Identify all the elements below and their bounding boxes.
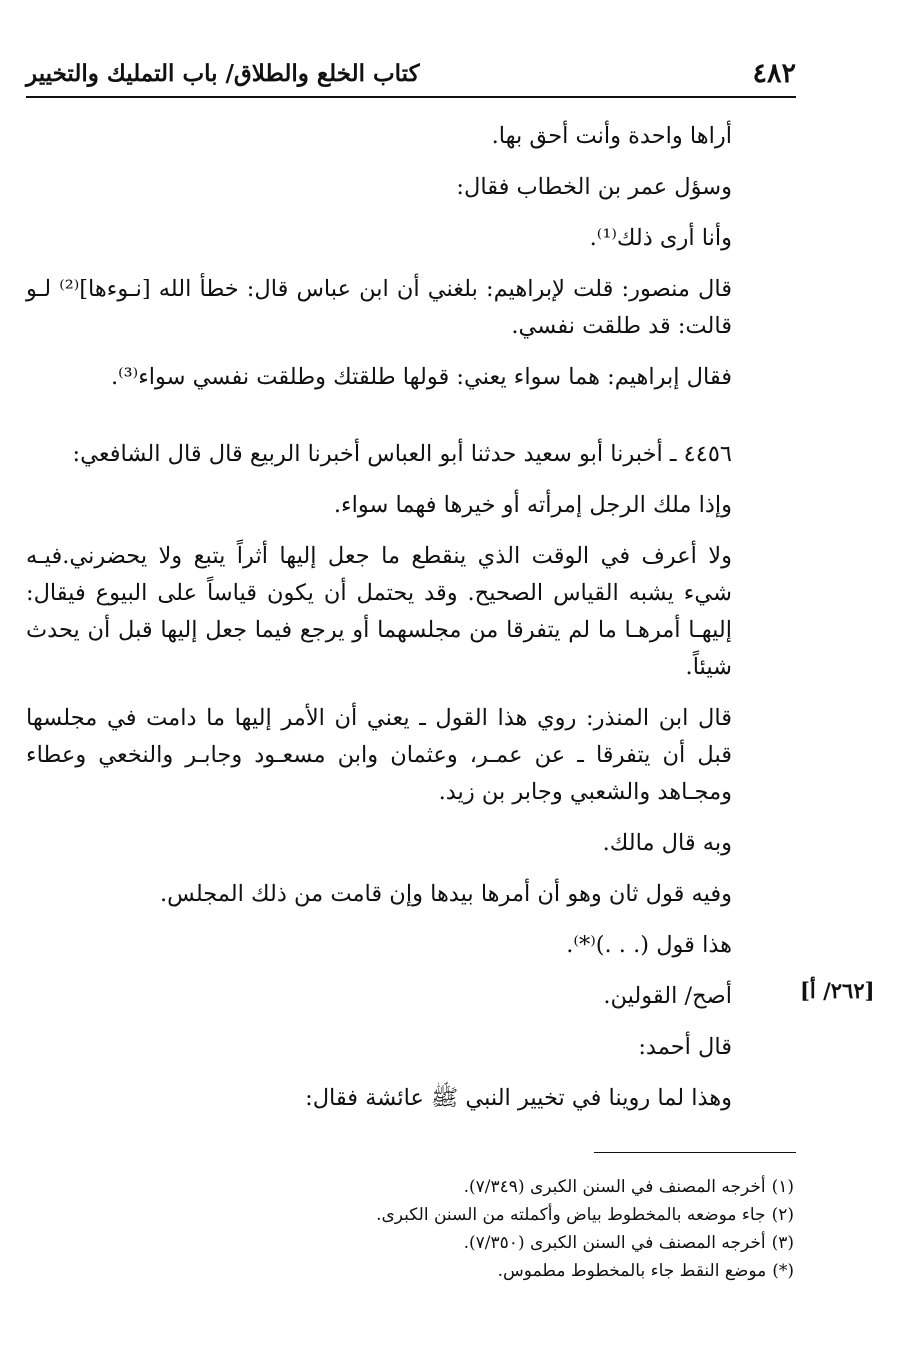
- footnote-marker: (١): [771, 1177, 794, 1197]
- footnote: [26, 1174, 796, 1200]
- page-number: ٤٨٢: [752, 58, 796, 89]
- paragraph: قال ابن المنذر: روي هذا القول ـ يعني أن الأمر إليها ما دامت في مجلسها قبل أن يتفرقا ـ عن عمـر، وعثمان وابن مسعـود وجابـر والنخعي وعطاء ومجـاهد والشعبي وجابر بن زيد.: [26, 705, 732, 805]
- main-text: [26, 118, 796, 1131]
- footnote: [26, 1258, 796, 1284]
- footnote: [26, 1202, 796, 1228]
- paragraph: قال أحمد:: [638, 1034, 732, 1060]
- paragraph: هذا قول (. . .)⁽*⁾.: [566, 932, 732, 958]
- paragraph: وإذا ملك الرجل إمرأته أو خيرها فهما سواء.: [333, 492, 732, 518]
- paragraph: وبه قال مالك.: [602, 830, 732, 856]
- footnote-marker: (٣): [771, 1233, 794, 1253]
- paragraph: وأنا أرى ذلك⁽¹⁾.: [589, 225, 732, 251]
- paragraph: وسؤل عمر بن الخطاب فقال:: [456, 174, 732, 200]
- running-title: كتاب الخلع والطلاق/ باب التمليك والتخيير: [26, 60, 420, 87]
- footnote-text: أخرجه المصنف في السنن الكبرى (٧/٣٤٩).: [463, 1177, 766, 1197]
- footnote-text: أخرجه المصنف في السنن الكبرى (٧/٣٥٠).: [463, 1233, 766, 1253]
- footnote-marker: (٢): [771, 1205, 794, 1225]
- footnote-text: موضع النقط جاء بالمخطوط مطموس.: [497, 1261, 767, 1281]
- paragraph: قال منصور: قلت لإبراهيم: بلغني أن ابن عباس قال: خطأ الله [نـوءها]⁽²⁾ لـو قالت: قد طلقت نفسي.: [26, 276, 732, 339]
- footnotes: [26, 1174, 796, 1286]
- paragraph: أصح/ القولين.: [603, 983, 732, 1009]
- page-header: [26, 56, 796, 98]
- footnote: [26, 1230, 796, 1256]
- paragraph: ولا أعرف في الوقت الذي ينقطع ما جعل إليها أثراً يتبع ولا يحضرني.فيـه شيء يشبه القياس الصحيح. وقد يحتمل أن يكون قياساً على البيوع فيقال: إليهـا أمرهـا ما لم يتفرقا من مجلسهما أو يرجع فيما جعل إليها قبل أن يحدث شيئاً.: [26, 543, 732, 680]
- hadith-entry: ٤٤٥٦ ـ أخبرنا أبو سعيد حدثنا أبو العباس أخبرنا الربيع قال قال الشافعي:: [72, 441, 732, 467]
- manuscript-folio-note: [٢٦٢/ أ]: [800, 978, 875, 1003]
- footnote-marker: (*): [772, 1261, 794, 1281]
- footnote-text: جاء موضعه بالمخطوط بياض وأكملته من السنن الكبرى.: [376, 1205, 766, 1225]
- paragraph: أراها واحدة وأنت أحق بها.: [491, 123, 732, 149]
- paragraph: فقال إبراهيم: هما سواء يعني: قولها طلقتك وطلقت نفسي سواء⁽³⁾.: [110, 364, 732, 390]
- paragraph: وهذا لما روينا في تخيير النبي ﷺ عائشة فقال:: [305, 1085, 732, 1111]
- section-gap: [26, 410, 796, 436]
- footnote-divider: [594, 1152, 796, 1153]
- paragraph: وفيه قول ثان وهو أن أمرها بيدها وإن قامت من ذلك المجلس.: [159, 881, 732, 907]
